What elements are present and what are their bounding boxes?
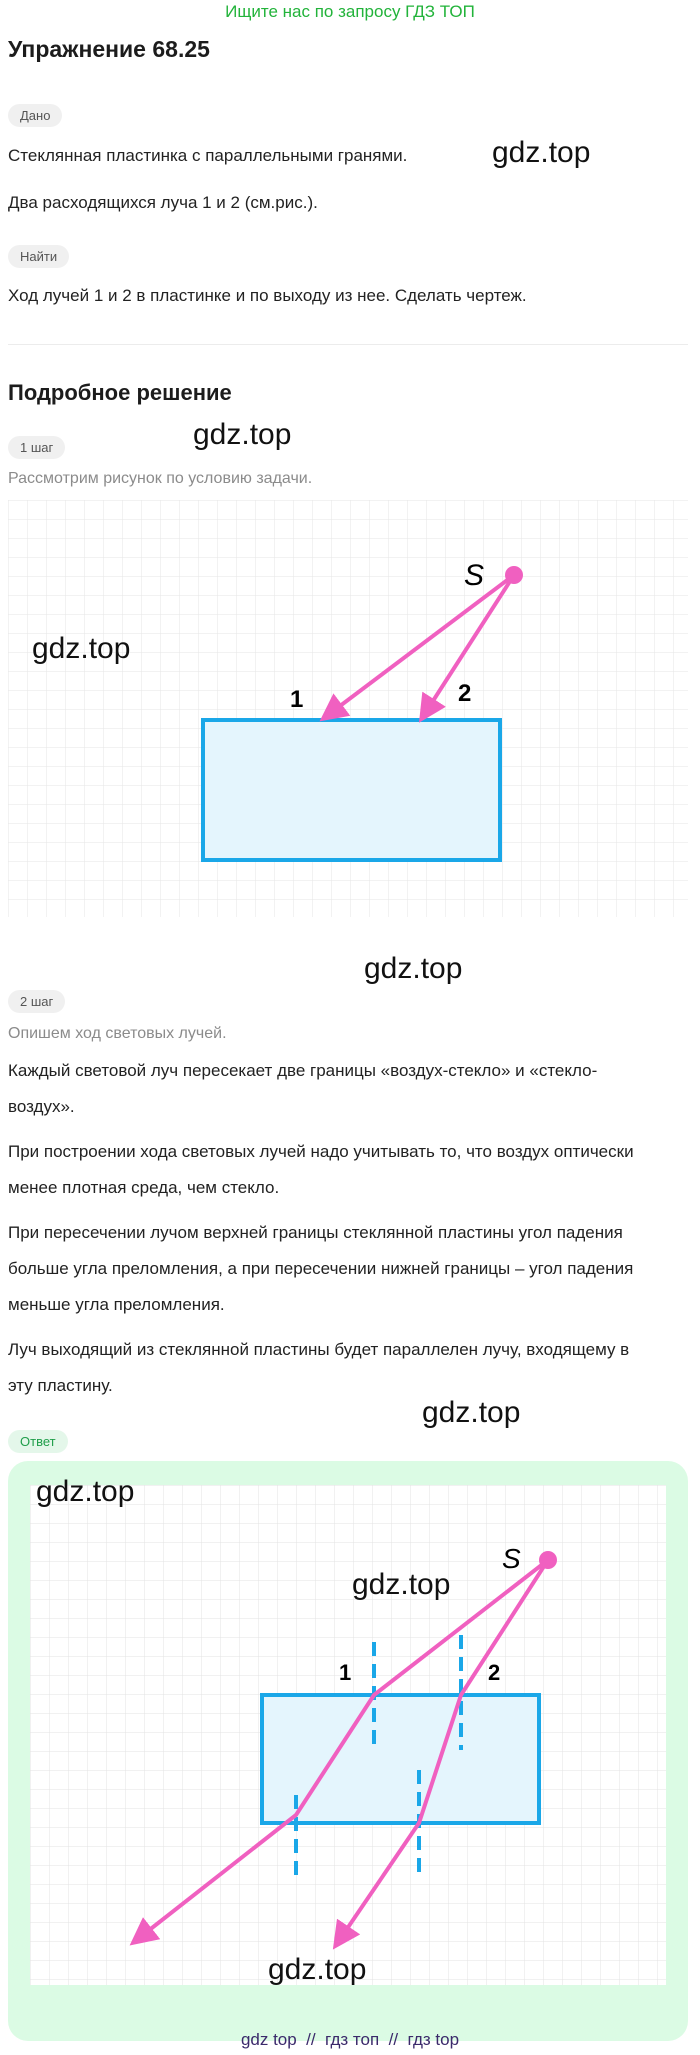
paragraph-1a: Каждый световой луч пересекает две границы «воздух-стекло» и «стекло- (8, 1061, 598, 1080)
watermark: gdz.top (36, 1475, 135, 1508)
search-banner: Ищите нас по запросу ГДЗ ТОП (225, 2, 475, 21)
ray-2-label: 2 (488, 1660, 501, 1685)
paragraph-3a: При пересечении лучом верхней границы стеклянной пластины угол падения (8, 1223, 623, 1242)
paragraph-3b: больше угла преломления, а при пересечении нижней границы – угол падения (8, 1259, 634, 1278)
step2-label: 2 шаг (8, 990, 65, 1013)
watermark: gdz.top (352, 1568, 451, 1601)
given-line-2: Два расходящихся луча 1 и 2 (см.рис.). (8, 193, 318, 212)
watermark: gdz.top (193, 418, 292, 451)
ray-1-label: 1 (339, 1660, 352, 1685)
answer-label: Ответ (8, 1430, 68, 1453)
step1-label: 1 шаг (8, 436, 65, 459)
footer-links: gdz top // гдз топ // гдз top (240, 2030, 460, 2049)
find-label: Найти (8, 245, 69, 268)
source-label: S (464, 559, 485, 592)
light-source-point (505, 566, 523, 584)
light-source-point (539, 1551, 557, 1569)
given-line-1: Стеклянная пластинка с параллельными гранями. (8, 146, 408, 165)
divider (8, 344, 688, 345)
watermark: gdz.top (364, 952, 463, 985)
glass-plate (203, 720, 500, 860)
solution-heading: Подробное решение (8, 380, 232, 405)
figure-1 (8, 500, 688, 917)
paragraph-2b: менее плотная среда, чем стекло. (8, 1178, 280, 1197)
watermark: gdz.top (32, 632, 131, 665)
watermark: gdz.top (422, 1396, 521, 1429)
watermark: gdz.top (492, 136, 591, 169)
step1-text: Рассмотрим рисунок по условию задачи. (8, 470, 313, 487)
given-label: Дано (8, 104, 62, 127)
find-line: Ход лучей 1 и 2 в пластинке и по выходу из нее. Сделать чертеж. (8, 286, 527, 305)
paragraph-4a: Луч выходящий из стеклянной пластины будет параллелен лучу, входящему в (8, 1340, 630, 1359)
figure-2 (30, 1485, 666, 1985)
page-title: Упражнение 68.25 (8, 36, 210, 62)
watermark: gdz.top (268, 1953, 367, 1986)
step2-intro: Опишем ход световых лучей. (8, 1025, 227, 1042)
ray-2-label: 2 (458, 680, 472, 707)
paragraph-4b: эту пластину. (8, 1376, 113, 1395)
paragraph-2a: При построении хода световых лучей надо учитывать то, что воздух оптически (8, 1142, 634, 1161)
source-label: S (502, 1543, 521, 1574)
paragraph-3c: меньше угла преломления. (8, 1295, 225, 1314)
paragraph-1b: воздух». (8, 1097, 75, 1116)
ray-1-label: 1 (290, 686, 304, 713)
